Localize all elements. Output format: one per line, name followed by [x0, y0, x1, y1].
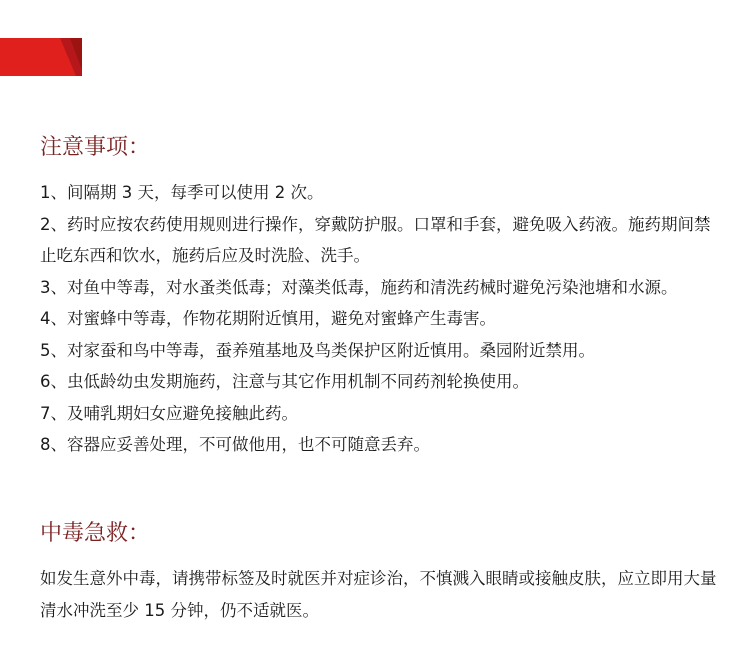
first-aid-text: 如发生意外中毒，请携带标签及时就医并对症诊治，不慎溅入眼睛或接触皮肤，应立即用大量清水冲洗至少 15 分钟，仍不适就医。	[40, 569, 717, 620]
note-item: 7、及哺乳期妇女应避免接触此药。	[40, 403, 298, 423]
note-item: 5、对家蚕和鸟中等毒，蚕养殖基地及鸟类保护区附近慎用。桑园附近禁用。	[40, 340, 595, 360]
banner-title: 注意事项/ Notes	[88, 44, 260, 69]
first-aid-heading: 中毒急救：	[40, 521, 151, 546]
note-item: 1、间隔期 3 天，每季可以使用 2 次。	[40, 183, 324, 202]
note-item: 6、虫低龄幼虫发期施药，注意与其它作用机制不同药剂轮换使用。	[40, 372, 529, 391]
note-item: 2、药时应按农药使用规则进行操作，穿戴防护服。口罩和手套，避免吸入药液。施药期间禁止吃东西和饮水，施药后应及时洗脸、洗手。	[40, 214, 711, 265]
note-item: 4、对蜜蜂中等毒，作物花期附近慎用，避免对蜜蜂产生毒害。	[40, 309, 496, 328]
notes-list	[40, 177, 720, 461]
notes-heading: 注意事项：	[40, 135, 151, 160]
section-banner	[0, 38, 750, 76]
note-item: 8、容器应妥善处理，不可做他用，也不可随意丢弃。	[40, 435, 430, 454]
note-item: 3、对鱼中等毒，对水蚤类低毒；对藻类低毒，施药和清洗药械时避免污染池塘和水源。	[40, 277, 678, 297]
